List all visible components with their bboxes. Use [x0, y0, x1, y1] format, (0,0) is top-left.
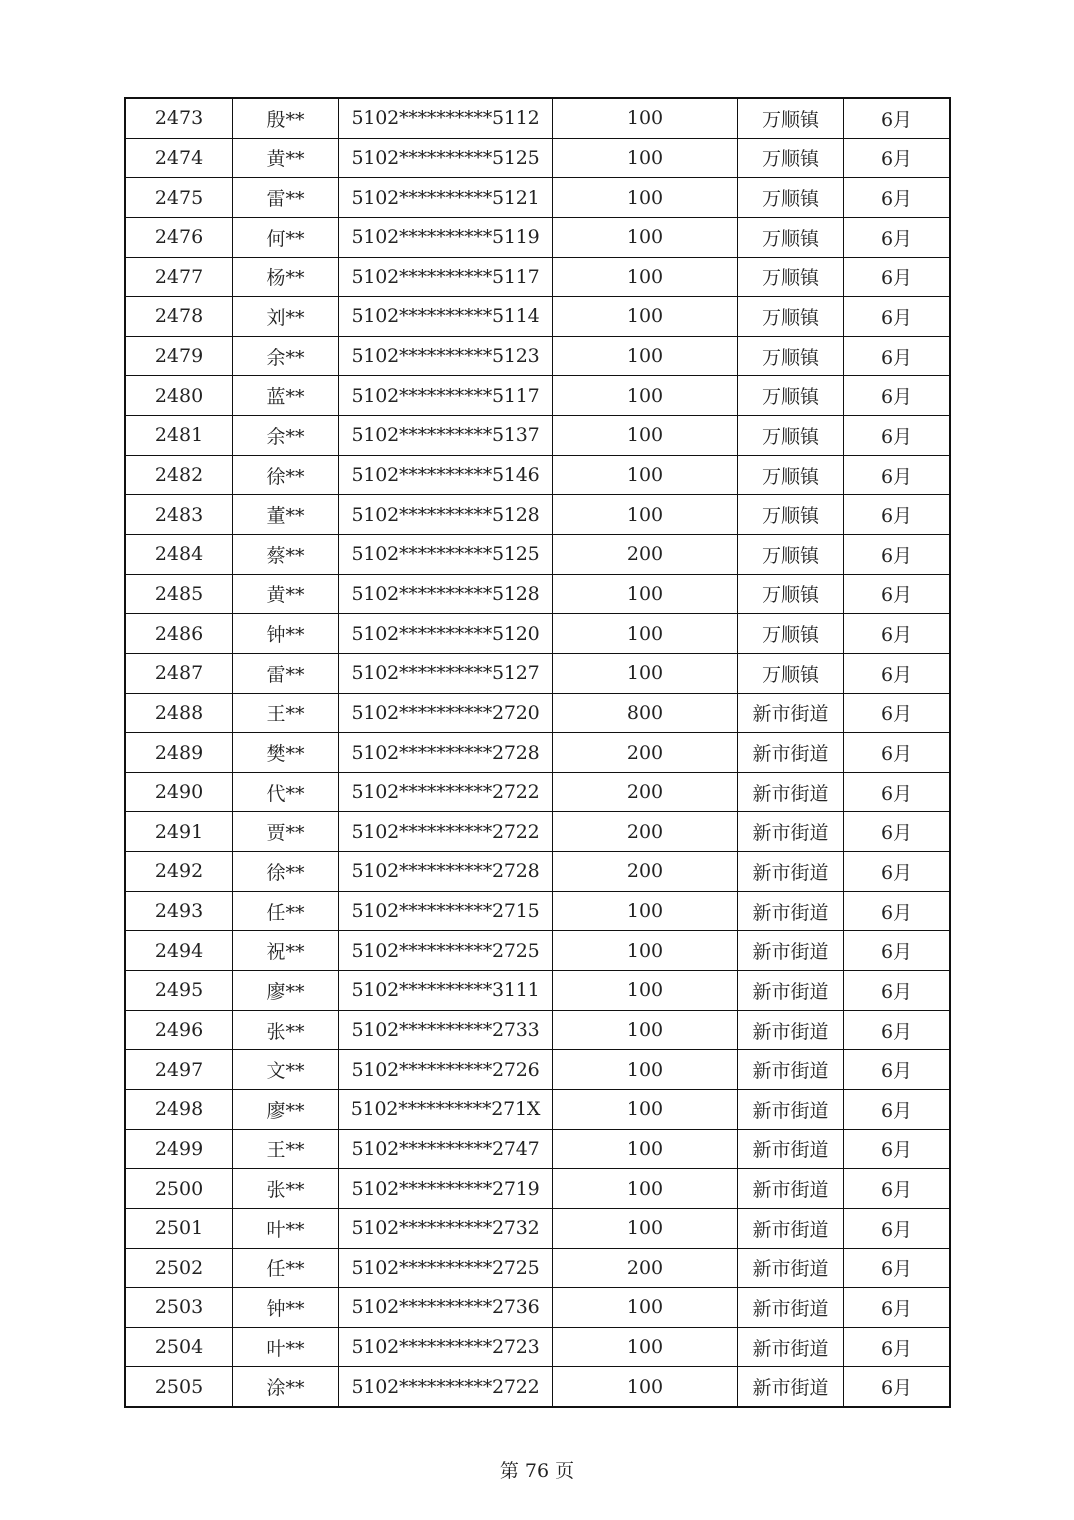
- month-cell: 6月: [844, 455, 951, 495]
- month-cell: 6月: [844, 257, 951, 297]
- table-row: [125, 535, 950, 575]
- serial-number-cell: 2491: [125, 812, 233, 852]
- serial-number-cell: 2490: [125, 772, 233, 812]
- table-row: [125, 891, 950, 931]
- month-cell: 6月: [844, 217, 951, 257]
- table-row: [125, 1050, 950, 1090]
- serial-number-cell: 2478: [125, 297, 233, 337]
- name-cell: 樊**: [233, 733, 339, 773]
- id-number-cell: 5102**********5120: [339, 614, 553, 654]
- id-number-cell: 5102**********2728: [339, 852, 553, 892]
- month-cell: 6月: [844, 772, 951, 812]
- name-cell: 王**: [233, 1129, 339, 1169]
- serial-number-cell: 2497: [125, 1050, 233, 1090]
- name-cell: 雷**: [233, 653, 339, 693]
- town-cell: 万顺镇: [738, 535, 844, 575]
- month-cell: 6月: [844, 1248, 951, 1288]
- month-cell: 6月: [844, 1169, 951, 1209]
- table-row: [125, 455, 950, 495]
- name-cell: 钟**: [233, 614, 339, 654]
- table-row: [125, 1129, 950, 1169]
- name-cell: 贾**: [233, 812, 339, 852]
- month-cell: 6月: [844, 1208, 951, 1248]
- table-row: [125, 1288, 950, 1328]
- id-number-cell: 5102**********2732: [339, 1208, 553, 1248]
- name-cell: 董**: [233, 495, 339, 535]
- month-cell: 6月: [844, 693, 951, 733]
- town-cell: 新市街道: [738, 852, 844, 892]
- amount-cell: 100: [553, 1010, 738, 1050]
- page-number: 第 76 页: [499, 1460, 575, 1482]
- id-number-cell: 5102**********2725: [339, 931, 553, 971]
- amount-cell: 200: [553, 812, 738, 852]
- amount-cell: 800: [553, 693, 738, 733]
- table-row: [125, 931, 950, 971]
- amount-cell: 100: [553, 1169, 738, 1209]
- serial-number-cell: 2483: [125, 495, 233, 535]
- month-cell: 6月: [844, 891, 951, 931]
- id-number-cell: 5102**********3111: [339, 971, 553, 1011]
- serial-number-cell: 2505: [125, 1367, 233, 1407]
- table-row: [125, 376, 950, 416]
- month-cell: 6月: [844, 653, 951, 693]
- name-cell: 叶**: [233, 1327, 339, 1367]
- month-cell: 6月: [844, 574, 951, 614]
- table-row: [125, 257, 950, 297]
- town-cell: 新市街道: [738, 1208, 844, 1248]
- month-cell: 6月: [844, 1327, 951, 1367]
- name-cell: 徐**: [233, 852, 339, 892]
- town-cell: 新市街道: [738, 1089, 844, 1129]
- amount-cell: 100: [553, 297, 738, 337]
- id-number-cell: 5102**********5117: [339, 257, 553, 297]
- amount-cell: 100: [553, 98, 738, 138]
- town-cell: 新市街道: [738, 931, 844, 971]
- amount-cell: 100: [553, 336, 738, 376]
- table-row: [125, 138, 950, 178]
- name-cell: 王**: [233, 693, 339, 733]
- month-cell: 6月: [844, 138, 951, 178]
- amount-cell: 100: [553, 1327, 738, 1367]
- town-cell: 新市街道: [738, 812, 844, 852]
- id-number-cell: 5102**********5127: [339, 653, 553, 693]
- table-row: [125, 772, 950, 812]
- amount-cell: 100: [553, 178, 738, 218]
- id-number-cell: 5102**********2722: [339, 1367, 553, 1407]
- id-number-cell: 5102**********5125: [339, 535, 553, 575]
- serial-number-cell: 2501: [125, 1208, 233, 1248]
- id-number-cell: 5102**********5121: [339, 178, 553, 218]
- table-row: [125, 693, 950, 733]
- month-cell: 6月: [844, 1089, 951, 1129]
- amount-cell: 100: [553, 376, 738, 416]
- town-cell: 万顺镇: [738, 614, 844, 654]
- id-number-cell: 5102**********5128: [339, 574, 553, 614]
- amount-cell: 100: [553, 416, 738, 456]
- amount-cell: 100: [553, 614, 738, 654]
- month-cell: 6月: [844, 98, 951, 138]
- id-number-cell: 5102**********2715: [339, 891, 553, 931]
- id-number-cell: 5102**********2726: [339, 1050, 553, 1090]
- table-row: [125, 852, 950, 892]
- month-cell: 6月: [844, 852, 951, 892]
- serial-number-cell: 2502: [125, 1248, 233, 1288]
- id-number-cell: 5102**********2722: [339, 772, 553, 812]
- town-cell: 新市街道: [738, 1010, 844, 1050]
- month-cell: 6月: [844, 297, 951, 337]
- id-number-cell: 5102**********5114: [339, 297, 553, 337]
- town-cell: 万顺镇: [738, 138, 844, 178]
- month-cell: 6月: [844, 971, 951, 1011]
- serial-number-cell: 2488: [125, 693, 233, 733]
- serial-number-cell: 2489: [125, 733, 233, 773]
- name-cell: 涂**: [233, 1367, 339, 1407]
- table-row: [125, 217, 950, 257]
- table-row: [125, 1089, 950, 1129]
- name-cell: 何**: [233, 217, 339, 257]
- id-number-cell: 5102**********2719: [339, 1169, 553, 1209]
- name-cell: 杨**: [233, 257, 339, 297]
- serial-number-cell: 2503: [125, 1288, 233, 1328]
- amount-cell: 100: [553, 574, 738, 614]
- name-cell: 刘**: [233, 297, 339, 337]
- name-cell: 代**: [233, 772, 339, 812]
- id-number-cell: 5102**********5117: [339, 376, 553, 416]
- table-row: [125, 574, 950, 614]
- id-number-cell: 5102**********2736: [339, 1288, 553, 1328]
- name-cell: 徐**: [233, 455, 339, 495]
- month-cell: 6月: [844, 495, 951, 535]
- amount-cell: 200: [553, 733, 738, 773]
- serial-number-cell: 2479: [125, 336, 233, 376]
- town-cell: 万顺镇: [738, 653, 844, 693]
- name-cell: 任**: [233, 1248, 339, 1288]
- town-cell: 新市街道: [738, 1129, 844, 1169]
- serial-number-cell: 2476: [125, 217, 233, 257]
- id-number-cell: 5102**********2725: [339, 1248, 553, 1288]
- town-cell: 新市街道: [738, 1050, 844, 1090]
- table-row: [125, 733, 950, 773]
- id-number-cell: 5102**********5137: [339, 416, 553, 456]
- town-cell: 万顺镇: [738, 178, 844, 218]
- amount-cell: 100: [553, 971, 738, 1011]
- serial-number-cell: 2474: [125, 138, 233, 178]
- serial-number-cell: 2494: [125, 931, 233, 971]
- town-cell: 万顺镇: [738, 336, 844, 376]
- serial-number-cell: 2481: [125, 416, 233, 456]
- town-cell: 新市街道: [738, 1327, 844, 1367]
- town-cell: 新市街道: [738, 733, 844, 773]
- serial-number-cell: 2492: [125, 852, 233, 892]
- amount-cell: 200: [553, 1248, 738, 1288]
- town-cell: 万顺镇: [738, 98, 844, 138]
- town-cell: 万顺镇: [738, 257, 844, 297]
- month-cell: 6月: [844, 1367, 951, 1407]
- id-number-cell: 5102**********5112: [339, 98, 553, 138]
- name-cell: 张**: [233, 1169, 339, 1209]
- id-number-cell: 5102**********5125: [339, 138, 553, 178]
- table-row: [125, 812, 950, 852]
- serial-number-cell: 2498: [125, 1089, 233, 1129]
- month-cell: 6月: [844, 376, 951, 416]
- table-row: [125, 98, 950, 138]
- table-row: [125, 614, 950, 654]
- name-cell: 余**: [233, 336, 339, 376]
- id-number-cell: 5102**********2747: [339, 1129, 553, 1169]
- serial-number-cell: 2480: [125, 376, 233, 416]
- serial-number-cell: 2493: [125, 891, 233, 931]
- month-cell: 6月: [844, 931, 951, 971]
- month-cell: 6月: [844, 614, 951, 654]
- serial-number-cell: 2496: [125, 1010, 233, 1050]
- town-cell: 万顺镇: [738, 376, 844, 416]
- serial-number-cell: 2473: [125, 98, 233, 138]
- town-cell: 新市街道: [738, 693, 844, 733]
- town-cell: 新市街道: [738, 1288, 844, 1328]
- town-cell: 万顺镇: [738, 297, 844, 337]
- amount-cell: 100: [553, 257, 738, 297]
- table-row: [125, 653, 950, 693]
- data-table: [124, 97, 951, 1408]
- town-cell: 万顺镇: [738, 455, 844, 495]
- table-row: [125, 1248, 950, 1288]
- town-cell: 万顺镇: [738, 574, 844, 614]
- month-cell: 6月: [844, 733, 951, 773]
- name-cell: 祝**: [233, 931, 339, 971]
- id-number-cell: 5102**********271X: [339, 1089, 553, 1129]
- name-cell: 蓝**: [233, 376, 339, 416]
- town-cell: 新市街道: [738, 1248, 844, 1288]
- table-row: [125, 336, 950, 376]
- serial-number-cell: 2499: [125, 1129, 233, 1169]
- town-cell: 新市街道: [738, 891, 844, 931]
- month-cell: 6月: [844, 416, 951, 456]
- town-cell: 万顺镇: [738, 495, 844, 535]
- month-cell: 6月: [844, 1129, 951, 1169]
- id-number-cell: 5102**********2733: [339, 1010, 553, 1050]
- serial-number-cell: 2482: [125, 455, 233, 495]
- table-row: [125, 971, 950, 1011]
- serial-number-cell: 2485: [125, 574, 233, 614]
- id-number-cell: 5102**********2723: [339, 1327, 553, 1367]
- name-cell: 蔡**: [233, 535, 339, 575]
- town-cell: 万顺镇: [738, 416, 844, 456]
- serial-number-cell: 2487: [125, 653, 233, 693]
- month-cell: 6月: [844, 336, 951, 376]
- name-cell: 殷**: [233, 98, 339, 138]
- amount-cell: 200: [553, 535, 738, 575]
- amount-cell: 100: [553, 138, 738, 178]
- serial-number-cell: 2484: [125, 535, 233, 575]
- amount-cell: 100: [553, 455, 738, 495]
- name-cell: 黄**: [233, 574, 339, 614]
- name-cell: 文**: [233, 1050, 339, 1090]
- amount-cell: 100: [553, 1367, 738, 1407]
- table-row: [125, 495, 950, 535]
- name-cell: 廖**: [233, 971, 339, 1011]
- id-number-cell: 5102**********2728: [339, 733, 553, 773]
- town-cell: 万顺镇: [738, 217, 844, 257]
- id-number-cell: 5102**********5119: [339, 217, 553, 257]
- amount-cell: 100: [553, 1288, 738, 1328]
- month-cell: 6月: [844, 1050, 951, 1090]
- town-cell: 新市街道: [738, 772, 844, 812]
- name-cell: 雷**: [233, 178, 339, 218]
- amount-cell: 100: [553, 1129, 738, 1169]
- month-cell: 6月: [844, 1288, 951, 1328]
- serial-number-cell: 2495: [125, 971, 233, 1011]
- table-row: [125, 1327, 950, 1367]
- table-row: [125, 416, 950, 456]
- amount-cell: 100: [553, 217, 738, 257]
- name-cell: 余**: [233, 416, 339, 456]
- table-row: [125, 1169, 950, 1209]
- table-row: [125, 1208, 950, 1248]
- table-row: [125, 1367, 950, 1407]
- serial-number-cell: 2477: [125, 257, 233, 297]
- amount-cell: 100: [553, 931, 738, 971]
- month-cell: 6月: [844, 178, 951, 218]
- amount-cell: 100: [553, 653, 738, 693]
- id-number-cell: 5102**********2720: [339, 693, 553, 733]
- amount-cell: 100: [553, 891, 738, 931]
- id-number-cell: 5102**********5123: [339, 336, 553, 376]
- serial-number-cell: 2504: [125, 1327, 233, 1367]
- table-row: [125, 178, 950, 218]
- id-number-cell: 5102**********5146: [339, 455, 553, 495]
- name-cell: 廖**: [233, 1089, 339, 1129]
- amount-cell: 200: [553, 852, 738, 892]
- table-body: [125, 98, 950, 1407]
- amount-cell: 100: [553, 1208, 738, 1248]
- amount-cell: 100: [553, 1089, 738, 1129]
- month-cell: 6月: [844, 812, 951, 852]
- name-cell: 黄**: [233, 138, 339, 178]
- serial-number-cell: 2500: [125, 1169, 233, 1209]
- id-number-cell: 5102**********2722: [339, 812, 553, 852]
- name-cell: 钟**: [233, 1288, 339, 1328]
- name-cell: 任**: [233, 891, 339, 931]
- month-cell: 6月: [844, 1010, 951, 1050]
- town-cell: 新市街道: [738, 1169, 844, 1209]
- table-row: [125, 297, 950, 337]
- town-cell: 新市街道: [738, 971, 844, 1011]
- id-number-cell: 5102**********5128: [339, 495, 553, 535]
- serial-number-cell: 2486: [125, 614, 233, 654]
- name-cell: 张**: [233, 1010, 339, 1050]
- amount-cell: 100: [553, 1050, 738, 1090]
- amount-cell: 200: [553, 772, 738, 812]
- town-cell: 新市街道: [738, 1367, 844, 1407]
- table-row: [125, 1010, 950, 1050]
- name-cell: 叶**: [233, 1208, 339, 1248]
- month-cell: 6月: [844, 535, 951, 575]
- serial-number-cell: 2475: [125, 178, 233, 218]
- amount-cell: 100: [553, 495, 738, 535]
